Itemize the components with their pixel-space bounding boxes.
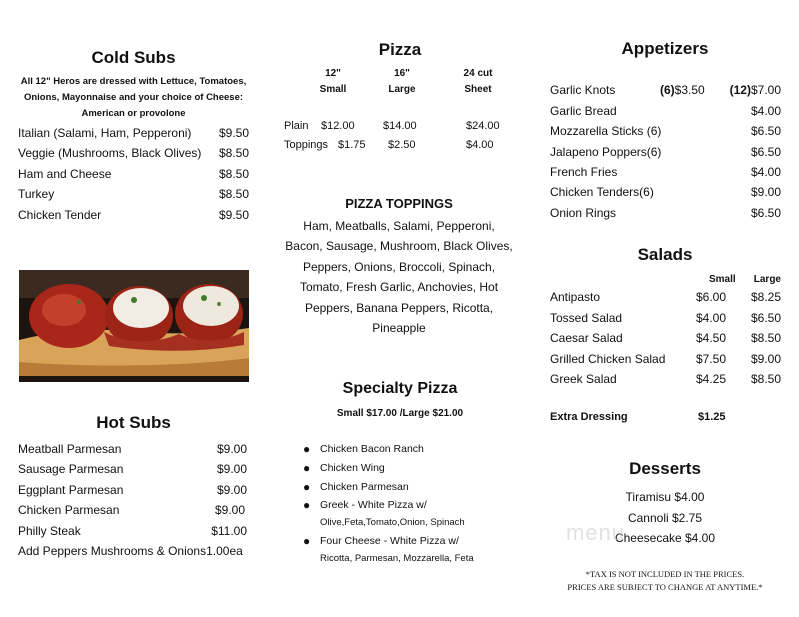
hot-subs-title: Hot Subs [96, 413, 171, 432]
toppings-line: Peppers, Banana Peppers, Ricotta, [304, 300, 494, 315]
size-sheet-cut: 24 cut [463, 68, 493, 79]
specialty-list [303, 440, 503, 569]
extra-dressing-label: Extra Dressing [550, 411, 628, 423]
pizza-row-label: Toppings [284, 139, 329, 151]
menu-item: Caesar Salad $4.50 $8.50 [550, 331, 781, 345]
toppings-line: Bacon, Sausage, Mushroom, Black Olives, [285, 239, 513, 254]
menu-item: French Fries $4.00 [550, 165, 781, 179]
pizza-price: $24.00 [466, 120, 500, 132]
menu-item: Sausage Parmesan $9.00 [18, 462, 247, 476]
extra-dressing-price: $1.25 [698, 411, 726, 423]
dessert-item: Cannoli $2.75 [627, 510, 703, 525]
list-item: ● Greek - White Pizza w/ Olive,Feta,Tomato,Onion, Spinach [303, 498, 465, 528]
toppings-line: Tomato, Fresh Garlic, Anchovies, Hot [299, 280, 499, 295]
menu-item: Chicken Tenders(6) $9.00 [550, 185, 781, 199]
salad-col-small: Small [709, 274, 736, 285]
menu-item: Chicken Tender $9.50 [18, 208, 249, 222]
menu-item: Eggplant Parmesan $9.00 [18, 483, 247, 497]
size-sheet-label: Sheet [464, 84, 492, 95]
pizza-price: $1.75 [338, 139, 366, 151]
size-large-inch: 16" [394, 68, 410, 79]
footer-line: *TAX IS NOT INCLUDED IN THE PRICES. [585, 569, 745, 579]
specialty-pizza-title: Specialty Pizza [342, 380, 458, 397]
hot-subs-extra: Add Peppers Mushrooms & Onions1.00ea [18, 544, 243, 558]
menu-item: Onion Rings $6.50 [550, 206, 781, 220]
menu-item: Grilled Chicken Salad $7.50 $9.00 [550, 352, 781, 366]
cold-subs-title: Cold Subs [91, 48, 176, 67]
specialty-price-line: Small $17.00 /Large $21.00 [336, 408, 464, 419]
dessert-item: Cheesecake $4.00 [614, 531, 716, 545]
menu-item: Turkey $8.50 [18, 187, 249, 201]
appetizers-title: Appetizers [621, 39, 709, 58]
footer-line: PRICES ARE SUBJECT TO CHANGE AT ANYTIME.* [567, 582, 763, 592]
pizza-price: $12.00 [321, 120, 355, 132]
menu-item: Mozzarella Sticks (6) $6.50 [550, 124, 781, 138]
meatball-sub-photo [19, 270, 249, 382]
menu-item: Meatball Parmesan $9.00 [18, 442, 247, 456]
salads-table [550, 274, 781, 454]
footer-note [540, 568, 790, 594]
menu-item: Jalapeno Poppers(6) $6.50 [550, 145, 781, 159]
toppings-line: Ham, Meatballs, Salami, Pepperoni, [303, 219, 495, 233]
salad-col-large: Large [753, 274, 781, 285]
menu-item: Philly Steak $11.00 [18, 524, 247, 538]
pizza-row-label: Plain [284, 120, 309, 132]
list-item: ● Chicken Parmesan [303, 480, 409, 494]
menu-item: Garlic Bread $4.00 [550, 104, 781, 118]
cold-subs-note: All 12" Heros are dressed with Lettuce, Tomatoes, Onions, Mayonnaise and your choice of Cheese: American or provolone [20, 76, 247, 119]
pizza-price: $2.50 [388, 139, 416, 151]
size-large-label: Large [388, 84, 416, 95]
dessert-item: Tiramisu $4.00 [625, 490, 705, 504]
toppings-line: Pineapple [372, 321, 426, 336]
pizza-price: $14.00 [383, 120, 417, 132]
desserts-title: Desserts [629, 459, 701, 478]
list-item: ● Four Cheese - White Pizza w/ Ricotta, Parmesan, Mozzarella, Feta [303, 534, 474, 564]
list-item: ● Chicken Bacon Ranch [303, 442, 424, 456]
size-small-label: Small [319, 84, 347, 95]
menu-item: Greek Salad $4.25 $8.50 [550, 372, 781, 386]
pizza-title: Pizza [378, 40, 422, 59]
menu-item: Chicken Parmesan $9.00 [18, 503, 245, 517]
pizza-price: $4.00 [466, 139, 494, 151]
toppings-list [276, 216, 522, 338]
menu-item: Garlic Knots (6)$3.50 (12)$7.00 [550, 83, 781, 97]
pizza-price-table [284, 120, 514, 160]
salads-title: Salads [637, 245, 693, 264]
menu-item: Italian (Salami, Ham, Pepperoni) $9.50 [18, 126, 249, 140]
list-item: ● Chicken Wing [303, 461, 385, 475]
menu-item: Tossed Salad $4.00 $6.50 [550, 311, 781, 325]
menu-item: Antipasto $6.00 $8.25 [550, 290, 781, 304]
size-small-inch: 12" [325, 68, 341, 79]
menu-item: Ham and Cheese $8.50 [18, 167, 249, 181]
toppings-title: PIZZA TOPPINGS [345, 196, 453, 211]
appetizers-list [550, 83, 781, 228]
menu-item: Veggie (Mushrooms, Black Olives) $8.50 [18, 146, 249, 160]
watermark: menu [566, 520, 626, 545]
toppings-line: Peppers, Onions, Broccoli, Spinach, [302, 259, 496, 274]
